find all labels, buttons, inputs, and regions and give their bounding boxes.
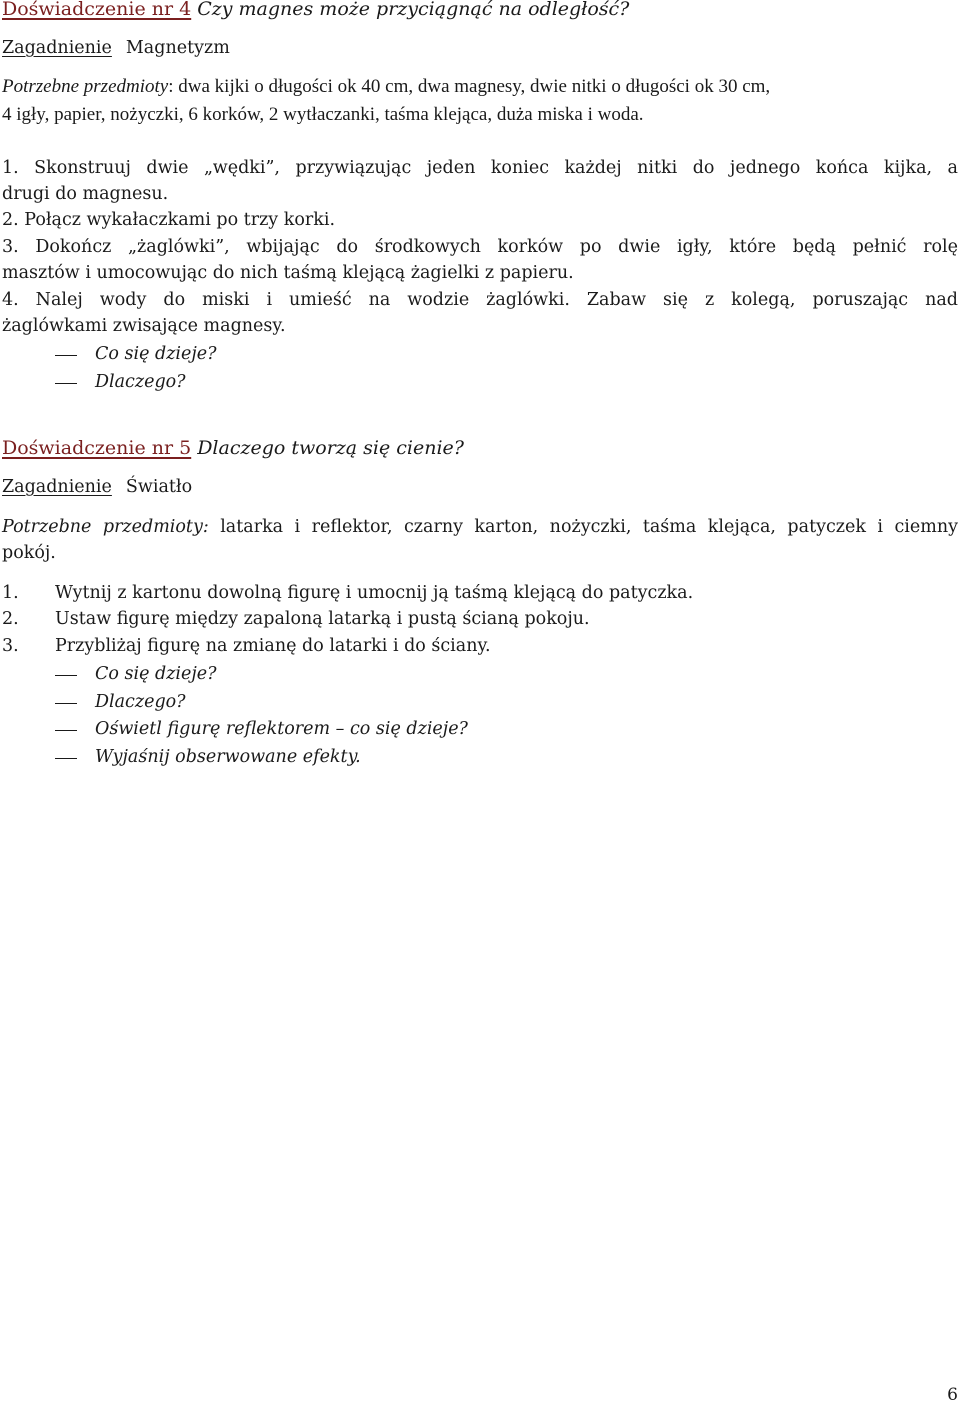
exp4-question-1: Co się dzieje? <box>2 341 217 368</box>
exp4-label: Doświadczenie nr 4 <box>2 0 192 20</box>
exp4-needs-line2: 4 igły, papier, nożyczki, 6 korków, 2 wytłaczanki, taśma klejąca, duża miska i woda. <box>2 104 644 125</box>
exp4-step4a: 4. Nalej wody do miski i umieść na wodzie żaglówki. Zabaw się z kolegą, poruszając nad <box>2 290 958 310</box>
exp5-step-1-text: Wytnij z kartonu dowolną figurę i umocnij ją taśmą klejącą do patyczka. <box>55 583 694 603</box>
exp4-question-2: Dlaczego? <box>2 369 186 396</box>
exp4-topic <box>2 35 230 61</box>
exp5-step-1-number: 1. <box>2 583 19 603</box>
exp5-needs-text1: latarka i reflektor, czarny karton, nożyczki, taśma klejąca, patyczek i ciemny <box>208 517 958 537</box>
page-number: 6 <box>947 1385 958 1405</box>
exp5-needs-label: Potrzebne przedmioty: <box>2 517 209 537</box>
exp4-step1b: drugi do magnesu. <box>2 184 169 204</box>
exp5-topic-label: Zagadnienie <box>2 477 112 497</box>
exp5-question-3: Oświetl figurę reflektorem – co się dzieje? <box>2 716 468 743</box>
exp5-question-1: Co się dzieje? <box>2 661 217 688</box>
exp4-step3b: masztów i umocowując do nich taśmą klejącą żagielki z papieru. <box>2 263 574 283</box>
exp5-step-2 <box>2 606 590 632</box>
exp4-step4b: żaglówkami zwisające magnesy. <box>2 316 286 336</box>
exp4-topic-label: Zagadnienie <box>2 38 112 58</box>
exp5-label: Doświadczenie nr 5 <box>2 437 192 459</box>
exp4-step2: 2. Połącz wykałaczkami po trzy korki. <box>2 210 336 230</box>
exp5-question-4: Wyjaśnij obserwowane efekty. <box>2 744 361 771</box>
exp5-step-3 <box>2 633 491 659</box>
exp4-needs-text1: : dwa kijki o długości ok 40 cm, dwa magnesy, dwie nitki o długości ok 30 cm, <box>168 76 771 97</box>
exp5-topic-value: Światło <box>125 477 193 497</box>
exp5-topic <box>2 474 192 500</box>
exp4-needs-line1 <box>2 74 770 100</box>
exp4-needs-label: Potrzebne przedmioty <box>2 76 169 97</box>
exp5-step-2-number: 2. <box>2 609 19 629</box>
exp5-question-2: Dlaczego? <box>2 689 186 716</box>
exp4-step1a: 1. Skonstruuj dwie „wędki”, przywiązując jeden koniec każdej nitki do jednego końca kijka, a <box>2 158 958 178</box>
exp4-title: Czy magnes może przyciągnąć na odległość? <box>197 0 630 20</box>
exp5-title: Dlaczego tworzą się cienie? <box>197 437 464 459</box>
exp5-step-3-number: 3. <box>2 636 19 656</box>
exp4-step3a: 3. Dokończ „żaglówki”, wbijając do środkowych korków po dwie igły, które będą pełnić rolę <box>2 237 958 257</box>
exp5-step-3-text: Przybliżaj figurę na zmianę do latarki i do ściany. <box>55 636 491 656</box>
exp4-heading <box>2 0 629 22</box>
exp4-topic-value: Magnetyzm <box>125 38 230 58</box>
exp5-needs-line2: pokój. <box>2 543 56 563</box>
exp5-heading <box>2 435 464 461</box>
exp5-step-1 <box>2 580 693 606</box>
exp5-step-2-text: Ustaw figurę między zapaloną latarką i pustą ścianą pokoju. <box>55 609 590 629</box>
exp5-needs-line1 <box>2 514 958 540</box>
